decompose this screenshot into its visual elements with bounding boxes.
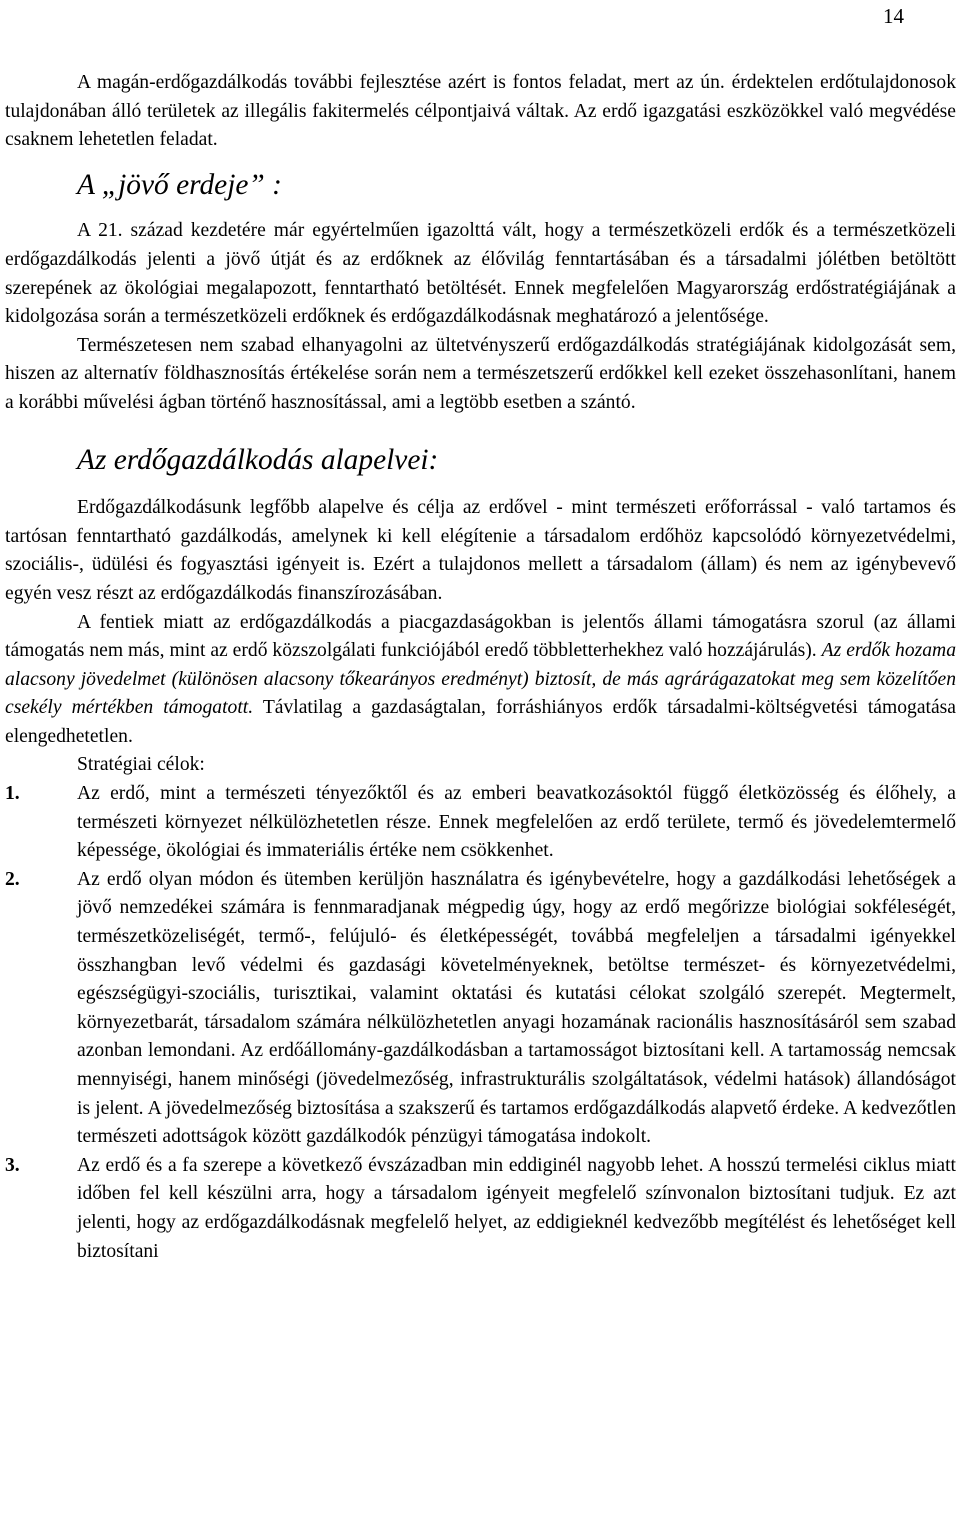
intro-paragraph: A magán-erdőgazdálkodás további fejlesztése azért is fontos feladat, mert az ún. érdektelen erdőtulajdonosok tulajdonában álló területek az illegális fakitermelés célpontjaivá váltak. Az erdő igazgatási eszközökkel való megvédése csaknem lehetetlen feladat. <box>5 72 956 151</box>
strategic-goals-list <box>5 780 956 1266</box>
list-item <box>5 866 956 1152</box>
principles-paragraph-1: Erdőgazdálkodásunk legfőbb alapelve és célja az erdővel - mint természeti erőforrással - való tartamos és tartósan fenntartható gazdálkodás, amelynek ki kell elégítenie a társadalom erdőhöz kapcsolódó környezetvédelmi, szociális-, üdülési és fogyasztási igényeit is. Ezért a tulajdonos mellett a társadalom (állam) és nem az igénybevevő egyén vesz részt az erdőgazdálkodás finanszírozásában. <box>5 497 956 604</box>
future-forest-paragraph-1: A 21. század kezdetére már egyértelműen igazolttá vált, hogy a természetközeli erdők és a természetközeli erdőgazdálkodás jelenti a jövő útját és az erdőknek az élővilág fenntartásában és a társadalmi jólétben betöltött szerepének az ökológiai megalapozott, fenntartható betöltését. Ennek megfelelően Magyarország erdőstratégiájának a kidolgozása során a természetközeli erdőknek és erdőgazdálkodásnak meghatározó a jelentősége. <box>5 220 956 328</box>
principles-paragraph-2 <box>5 609 956 752</box>
list-item-number: 2. <box>5 868 20 890</box>
principles-paragraph-2-start: A fentiek miatt az erdőgazdálkodás a piacgazdaságokban is jelentős állami támogatásra szorul (az állami támogatás nem más, mint az erdő közszolgálati funkciójából eredő többletterhekhez való hozzájárulás). <box>5 611 956 662</box>
list-item-text: Az erdő és a fa szerepe a következő évszázadban min eddiginél nagyobb lehet. A hosszú termelési ciklus miatt időben fel kell készülni arra, hogy a társadalom igényeit megfelelő színvonalon biztosítani tudjuk. Ez azt jelenti, hogy az erdőgazdálkodásnak megfelelő helyet, az eddigieknél kedvezőbb megítélést és lehetőséget kell biztosítani <box>77 1154 956 1262</box>
list-item <box>5 780 956 866</box>
future-forest-heading: A „jövő erdeje” : <box>77 168 282 201</box>
future-forest-paragraph-2: Természetesen nem szabad elhanyagolni az ültetvényszerű erdőgazdálkodás stratégiájának kidolgozását sem, hiszen az alternatív földhasznosítás értékelése során nem a természetszerű erdőkkel kell ezeket összehasonlítani, hanem a korábbi művelési ágban történő hasznosítással, ami a legtöbb esetben a szántó. <box>5 334 956 413</box>
list-item-number: 1. <box>5 783 20 805</box>
principles-heading: Az erdőgazdálkodás alapelvei: <box>77 443 439 476</box>
list-item-text: Az erdő, mint a természeti tényezőktől és az emberi beavatkozásoktól függő életközösség és élőhely, a természeti környezet nélkülözhetetlen része. Ennek megfelelően az erdő területe, termő és jövedelemtermelő képessége, ökológiai és immateriális értéke nem csökkenhet. <box>77 783 956 862</box>
principles-paragraph-2-end: Távlatilag a gazdaságtalan, forráshiányos erdők társadalmi-költségvetési támogatása elengedhetetlen. <box>5 697 956 747</box>
document-body <box>5 69 956 1266</box>
list-item-text: Az erdő olyan módon és ütemben kerüljön használatra és igénybevételre, hogy a gazdálkodási lehetőségek a jövő nemzedékei számára is fennmaradjanak mégpedig úgy, hogy az erdő megőrizze biológiai sokféleségét, természetközeliségét, termő-, felújuló- és életképességét, továbbá megfeleljen a társadalmi igényekkel összhangban levő védelmi és gazdasági követelményeknek, betöltse természet- és környezetvédelmi, egészségügyi-szociális, turisztikai, valamint oktatási és kutatási célokat szolgáló szerepét. Megtermelt, környezetbarát, társadalom számára nélkülözhetetlen anyagi hozamának racionális hasznosításáról sem szabad azonban lemondani. Az erdőállomány-gazdálkodásban a tartamosságot biztosítani kell. A tartamosság nemcsak mennyiségi, hanem minőségi (jövedelmezőség, infrastrukturális szolgáltatások, védelmi hatások) állandóságot is jelent. A jövedelmezőség biztosítása a szakszerű és tartamos erdőgazdálkodás alapvető érdeke. A kedvezőtlen természeti adottságok között gazdálkodók pénzügyi támogatása indokolt. <box>77 868 956 1148</box>
goals-heading: Stratégiai célok: <box>77 754 205 776</box>
page-number: 14 <box>883 4 904 28</box>
list-item <box>5 1152 956 1266</box>
list-item-number: 3. <box>5 1154 20 1176</box>
principles-paragraph-2-italic: Az erdők hozama alacsony jövedelmet (különösen alacsony tőkearányos eredményt) biztosít, de más agrárágazatokat meg sem közelítően csekély mértékben támogatott. <box>5 640 956 719</box>
